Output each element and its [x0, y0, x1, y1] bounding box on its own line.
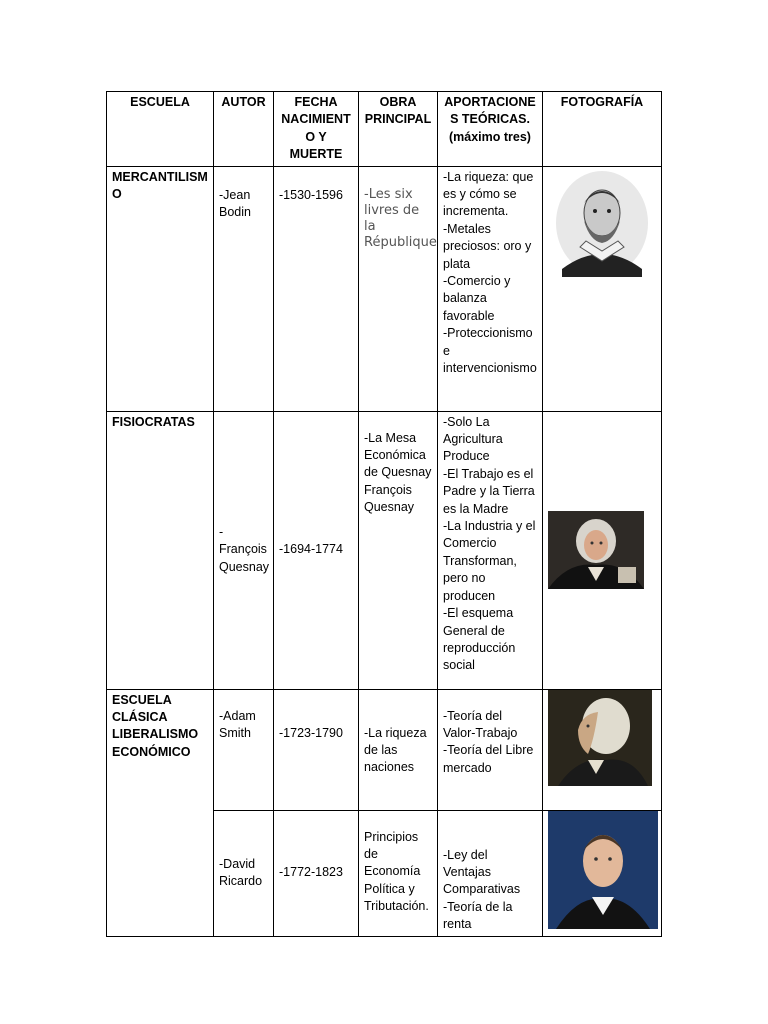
- contribution-item: -Teoría de la renta: [443, 899, 513, 932]
- author-cell: [214, 810, 274, 936]
- contribution-item: -Teoría del Valor-Trabajo: [443, 708, 518, 741]
- header-obra: OBRA PRINCIPAL: [359, 92, 438, 167]
- table-row: [107, 411, 662, 689]
- dates-cell: [274, 689, 359, 810]
- contribution-item: -Proteccionismo e intervencionismo: [443, 326, 537, 376]
- dates-text: -1530-1596: [279, 187, 343, 202]
- work-text: Principios de Economía Política y Tributación.: [364, 829, 429, 914]
- portrait-adam-smith: [548, 690, 652, 786]
- author-text: -Jean Bodin: [219, 187, 251, 220]
- school-cell: FISIOCRATAS: [107, 411, 214, 689]
- work-cell: [359, 166, 438, 411]
- header-foto: FOTOGRAFÍA: [543, 92, 662, 167]
- author-text: -David Ricardo: [219, 856, 263, 889]
- header-autor: AUTOR: [214, 92, 274, 167]
- contribution-item: -Comercio y balanza favorable: [443, 274, 511, 323]
- school-cell: MERCANTILISM O: [107, 166, 214, 411]
- contribution-item: -Metales preciosos: oro y plata: [443, 221, 532, 271]
- contribution-item: -La Industria y el Comercio Transforman, pero no producen: [443, 519, 536, 603]
- work-cell: [359, 810, 438, 936]
- contributions-cell: [438, 411, 543, 689]
- photo-cell: [543, 689, 662, 810]
- portrait-francois-quesnay: [548, 511, 644, 589]
- work-cell: [359, 411, 438, 689]
- contribution-item: -El Trabajo es el Padre y la Tierra es la Madre: [443, 466, 535, 516]
- economic-schools-table: [106, 91, 662, 937]
- author-cell: [214, 689, 274, 810]
- dates-cell: [274, 411, 359, 689]
- contributions-cell: [438, 810, 543, 936]
- table-row: [107, 166, 662, 411]
- header-aportaciones: APORTACIONE S TEÓRICAS. (máximo tres): [438, 92, 543, 167]
- contribution-item: -Teoría del Libre mercado: [443, 743, 534, 775]
- dates-cell: [274, 166, 359, 411]
- work-cell: [359, 689, 438, 810]
- header-escuela: ESCUELA: [107, 92, 214, 167]
- contribution-item: -Ley del Ventajas Comparativas: [443, 847, 521, 897]
- contribution-item: -El esquema General de reproducción social: [443, 606, 516, 673]
- school-cell: ESCUELA CLÁSICA LIBERALISMO ECONÓMICO: [107, 689, 214, 936]
- photo-cell: [543, 166, 662, 411]
- contributions-cell: [438, 689, 543, 810]
- photo-cell: [543, 810, 662, 936]
- dates-text: -1772-1823: [279, 865, 343, 880]
- author-text: -Adam Smith: [219, 708, 256, 741]
- author-text: -François Quesnay: [219, 525, 270, 574]
- work-text: -La Mesa Económica de Quesnay François Quesnay: [364, 430, 432, 515]
- work-text: -Les six livres de la République: [364, 186, 437, 250]
- dates-text: -1723-1790: [279, 725, 343, 740]
- header-fecha: FECHA NACIMIENT O Y MUERTE: [274, 92, 359, 167]
- portrait-david-ricardo: [548, 811, 658, 929]
- contributions-cell: [438, 166, 543, 411]
- work-text: -La riqueza de las naciones: [364, 725, 427, 775]
- dates-cell: [274, 810, 359, 936]
- contribution-item: -La riqueza: que es y cómo se incrementa.: [443, 169, 534, 219]
- dates-text: -1694-1774: [279, 542, 343, 557]
- photo-cell: [543, 411, 662, 689]
- portrait-jean-bodin: [552, 169, 652, 277]
- author-cell: [214, 411, 274, 689]
- table-row: [107, 689, 662, 810]
- header-row: [107, 92, 662, 167]
- author-cell: [214, 166, 274, 411]
- contribution-item: -Solo La Agricultura Produce: [443, 414, 503, 464]
